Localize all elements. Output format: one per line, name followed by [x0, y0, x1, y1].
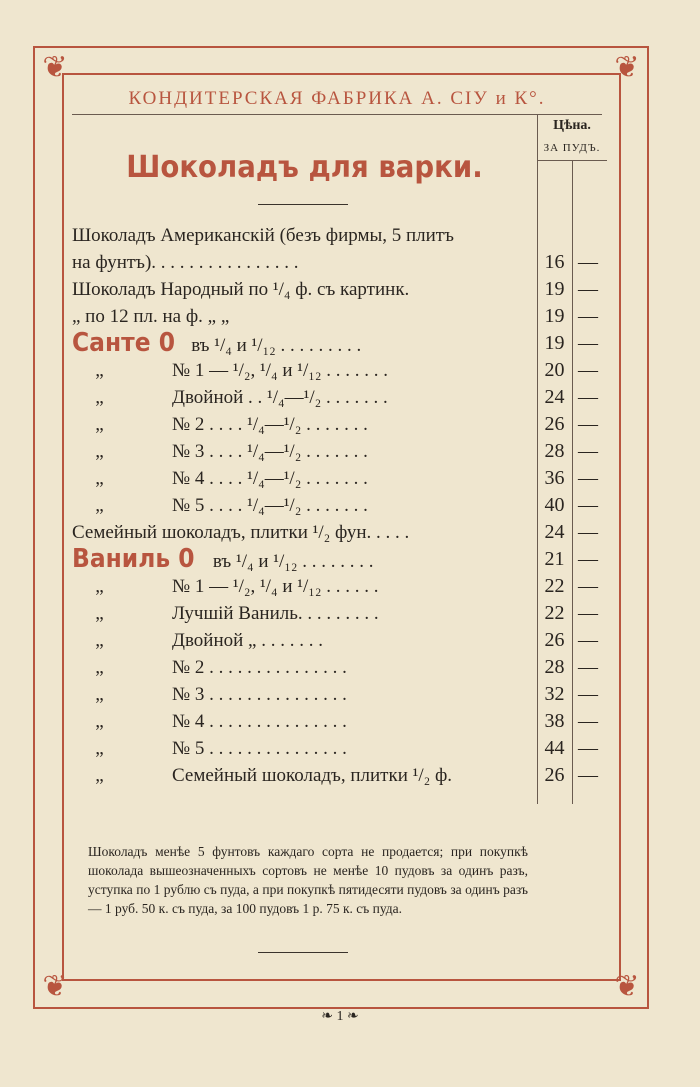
- item-label: въ ¹/₄ и ¹/₁₂ . . . . . . . .: [208, 551, 374, 572]
- item-label: № 3 . . . . . . . . . . . . . . .: [172, 684, 347, 705]
- item-label: Двойной „ . . . . . . .: [172, 630, 323, 651]
- item-price: 21: [544, 548, 565, 570]
- item-label: Семейный шоколадъ, плитки ¹/₂ фун. . . . .: [72, 522, 410, 543]
- ditto-mark: „: [95, 711, 104, 732]
- item-kopeks: —: [578, 359, 598, 381]
- item-price: 28: [544, 656, 565, 678]
- item-label: Шоколадъ Народный по ¹/₄ ф. съ картинк.: [72, 279, 410, 300]
- item-kopeks: —: [578, 683, 598, 705]
- ditto-mark: „: [95, 414, 104, 435]
- page-header: КОНДИТЕРСКАЯ ФАБРИКА А. СІУ и К°.: [128, 88, 546, 109]
- list-item: [72, 222, 537, 249]
- list-item: [72, 357, 537, 384]
- item-kopeks: —: [578, 737, 598, 759]
- item-kopeks: —: [578, 251, 598, 273]
- item-kopeks: —: [578, 548, 598, 570]
- item-price: 32: [544, 683, 565, 705]
- item-price: 22: [544, 575, 565, 597]
- list-item: [72, 330, 537, 357]
- item-kopeks: —: [578, 467, 598, 489]
- item-label: № 2 . . . . . . . . . . . . . . .: [172, 657, 347, 678]
- item-label: № 1 — ¹/₂, ¹/₄ и ¹/₁₂ . . . . . .: [172, 576, 379, 597]
- item-label: Двойной . . ¹/₄—¹/₂ . . . . . . .: [172, 387, 388, 408]
- item-label: № 1 — ¹/₂, ¹/₄ и ¹/₁₂ . . . . . . .: [172, 360, 388, 381]
- list-item: [72, 438, 537, 465]
- footnote-rule: [258, 952, 348, 953]
- item-label: № 2 . . . . ¹/₄—¹/₂ . . . . . . .: [172, 414, 368, 435]
- list-item: [72, 654, 537, 681]
- item-label: № 5 . . . . . . . . . . . . . . .: [172, 738, 347, 759]
- item-label: на фунтъ). . . . . . . . . . . . . . . .: [72, 252, 299, 273]
- list-item: [72, 708, 537, 735]
- list-item: [72, 519, 537, 546]
- item-kopeks: —: [578, 629, 598, 651]
- item-kopeks: —: [578, 575, 598, 597]
- item-price: 19: [544, 305, 565, 327]
- item-kopeks: —: [578, 305, 598, 327]
- item-price: 26: [544, 764, 565, 786]
- item-kopeks: —: [578, 332, 598, 354]
- item-price: 40: [544, 494, 565, 516]
- list-item: [72, 384, 537, 411]
- list-item: [72, 546, 537, 573]
- floral-ornament-icon: ❦: [42, 969, 68, 1004]
- item-price: 16: [544, 251, 565, 273]
- floral-ornament-icon: ❦: [614, 50, 640, 85]
- item-label: „ по 12 пл. на ф. „ „: [72, 306, 230, 327]
- item-label: въ ¹/₄ и ¹/₁₂ . . . . . . . . .: [186, 335, 362, 356]
- item-price: 24: [544, 521, 565, 543]
- ditto-mark: „: [95, 630, 104, 651]
- title-rule: [258, 204, 348, 205]
- list-item: [72, 249, 537, 276]
- item-label: № 5 . . . . ¹/₄—¹/₂ . . . . . . .: [172, 495, 368, 516]
- item-label: Шоколадъ Американскій (безъ фирмы, 5 плитъ: [72, 225, 454, 246]
- item-kopeks: —: [578, 710, 598, 732]
- item-price: 19: [544, 278, 565, 300]
- footnote: Шоколадъ менѣе 5 фунтовъ каждаго сорта не продается; при покупкѣ шоколада вышеозначенныхъ сортовъ не менѣе 10 пудовъ за одинъ разъ, уступка по 1 рублю съ пуда, а при покупкѣ пятидесяти пудовъ за одинъ разъ — 1 руб. 50 к. съ пуда, за 100 пудовъ 1 р. 75 к. съ пуда.: [88, 844, 528, 916]
- item-kopeks: —: [578, 413, 598, 435]
- item-price: 44: [544, 737, 565, 759]
- item-price: 20: [544, 359, 565, 381]
- list-item: [72, 465, 537, 492]
- item-price: 26: [544, 629, 565, 651]
- item-price: 26: [544, 413, 565, 435]
- ditto-mark: „: [95, 576, 104, 597]
- ditto-mark: „: [95, 684, 104, 705]
- list-item: [72, 276, 537, 303]
- ditto-mark: „: [95, 657, 104, 678]
- item-kopeks: —: [578, 764, 598, 786]
- item-kopeks: —: [578, 386, 598, 408]
- ditto-mark: „: [95, 603, 104, 624]
- price-column-header: Цѣна.: [553, 118, 591, 133]
- list-item: [72, 492, 537, 519]
- item-price: 28: [544, 440, 565, 462]
- list-item: [72, 600, 537, 627]
- header-rule: [72, 114, 602, 115]
- price-column-rule-mid: [572, 160, 573, 804]
- ditto-mark: „: [95, 387, 104, 408]
- floral-ornament-icon: ❦: [42, 50, 68, 85]
- item-kopeks: —: [578, 521, 598, 543]
- list-item: [72, 627, 537, 654]
- list-item: [72, 411, 537, 438]
- ditto-mark: „: [95, 738, 104, 759]
- item-kopeks: —: [578, 602, 598, 624]
- list-item: [72, 735, 537, 762]
- list-item: [72, 762, 537, 789]
- brand-name: Ваниль 0: [72, 546, 195, 573]
- item-price: 38: [544, 710, 565, 732]
- brand-name: Санте 0: [72, 330, 175, 357]
- ditto-mark: „: [95, 441, 104, 462]
- page-number: ❧ 1 ❧: [321, 1009, 359, 1024]
- page-title: Шоколадъ для варки.: [126, 150, 483, 185]
- item-label: № 4 . . . . ¹/₄—¹/₂ . . . . . . .: [172, 468, 368, 489]
- item-label: Семейный шоколадъ, плитки ¹/₂ ф.: [172, 765, 453, 786]
- item-kopeks: —: [578, 278, 598, 300]
- list-item: [72, 681, 537, 708]
- item-price: 19: [544, 332, 565, 354]
- floral-ornament-icon: ❦: [614, 969, 640, 1004]
- item-label: Лучшій Ваниль. . . . . . . . .: [172, 603, 379, 624]
- ditto-mark: „: [95, 468, 104, 489]
- item-kopeks: —: [578, 440, 598, 462]
- ditto-mark: „: [95, 765, 104, 786]
- item-kopeks: —: [578, 656, 598, 678]
- list-item: [72, 573, 537, 600]
- item-price: 22: [544, 602, 565, 624]
- item-label: № 3 . . . . ¹/₄—¹/₂ . . . . . . .: [172, 441, 368, 462]
- ditto-mark: „: [95, 360, 104, 381]
- item-label: № 4 . . . . . . . . . . . . . . .: [172, 711, 347, 732]
- item-price: 36: [544, 467, 565, 489]
- price-column-subheader: ЗА ПУДЪ.: [543, 142, 601, 154]
- ditto-mark: „: [95, 495, 104, 516]
- item-price: 24: [544, 386, 565, 408]
- list-item: [72, 303, 537, 330]
- item-kopeks: —: [578, 494, 598, 516]
